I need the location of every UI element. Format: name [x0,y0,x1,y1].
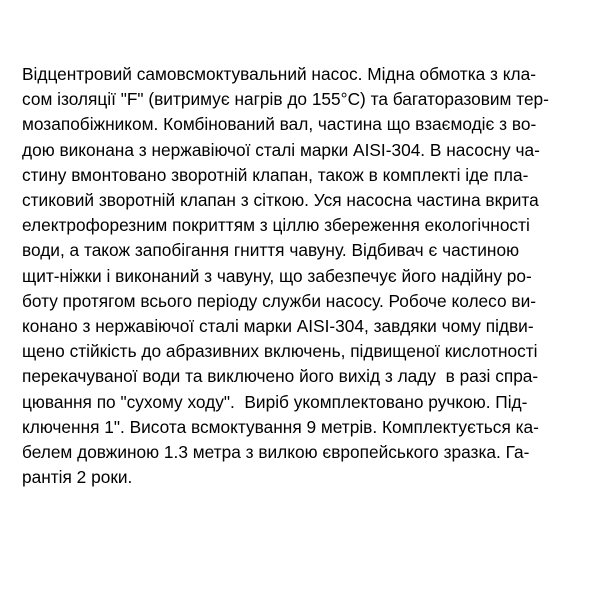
description-line: стиковий зворотній клапан з сіткою. Уся насосна частина вкрита [22,190,539,211]
description-line: белем довжиною 1.3 метра з вилкою європейського зразка. Га- [22,442,530,463]
description-line: дою виконана з нержавіючої сталі марки AISI-304. В насосну ча- [22,139,540,160]
description-line: мозапобіжником. Комбінований вал, частина що взаємодіє з во- [22,114,537,135]
description-line: конано з нержавіючої сталі марки AISI-304, завдяки чому підви- [22,316,534,337]
description-line: рантія 2 роки. [22,467,133,488]
product-description [22,62,582,490]
description-line: води, а також запобігання гниття чавуну. Відбивач є частиною [22,240,520,261]
description-line: цювання по "сухому ходу". Виріб укомплектовано ручкою. Під- [22,391,528,412]
description-line: ключення 1". Висота всмоктування 9 метрів. Комплектується ка- [22,416,539,437]
description-line: боту протягом всього періоду служби насосу. Робоче колесо ви- [22,290,536,311]
description-line: стину вмонтовано зворотній клапан, також в комплекті іде пла- [22,164,529,185]
description-line: сом ізоляції "F" (витримує нагрів до 155°С) та багаторазовим тер- [22,89,549,110]
description-line: електрофорезним покриттям з ціллю збереження екологічності [22,215,530,236]
description-line: щено стійкість до абразивних включень, підвищеної кислотності [22,341,538,362]
description-line: щит-ніжки і виконаний з чавуну, що забезпечує його надійну ро- [22,265,532,286]
description-line: Відцентровий самовсмоктувальний насос. Мідна обмотка з кла- [22,64,536,84]
description-line: перекачуваної води та виключено його вихід з ладу в разі спра- [22,366,539,387]
